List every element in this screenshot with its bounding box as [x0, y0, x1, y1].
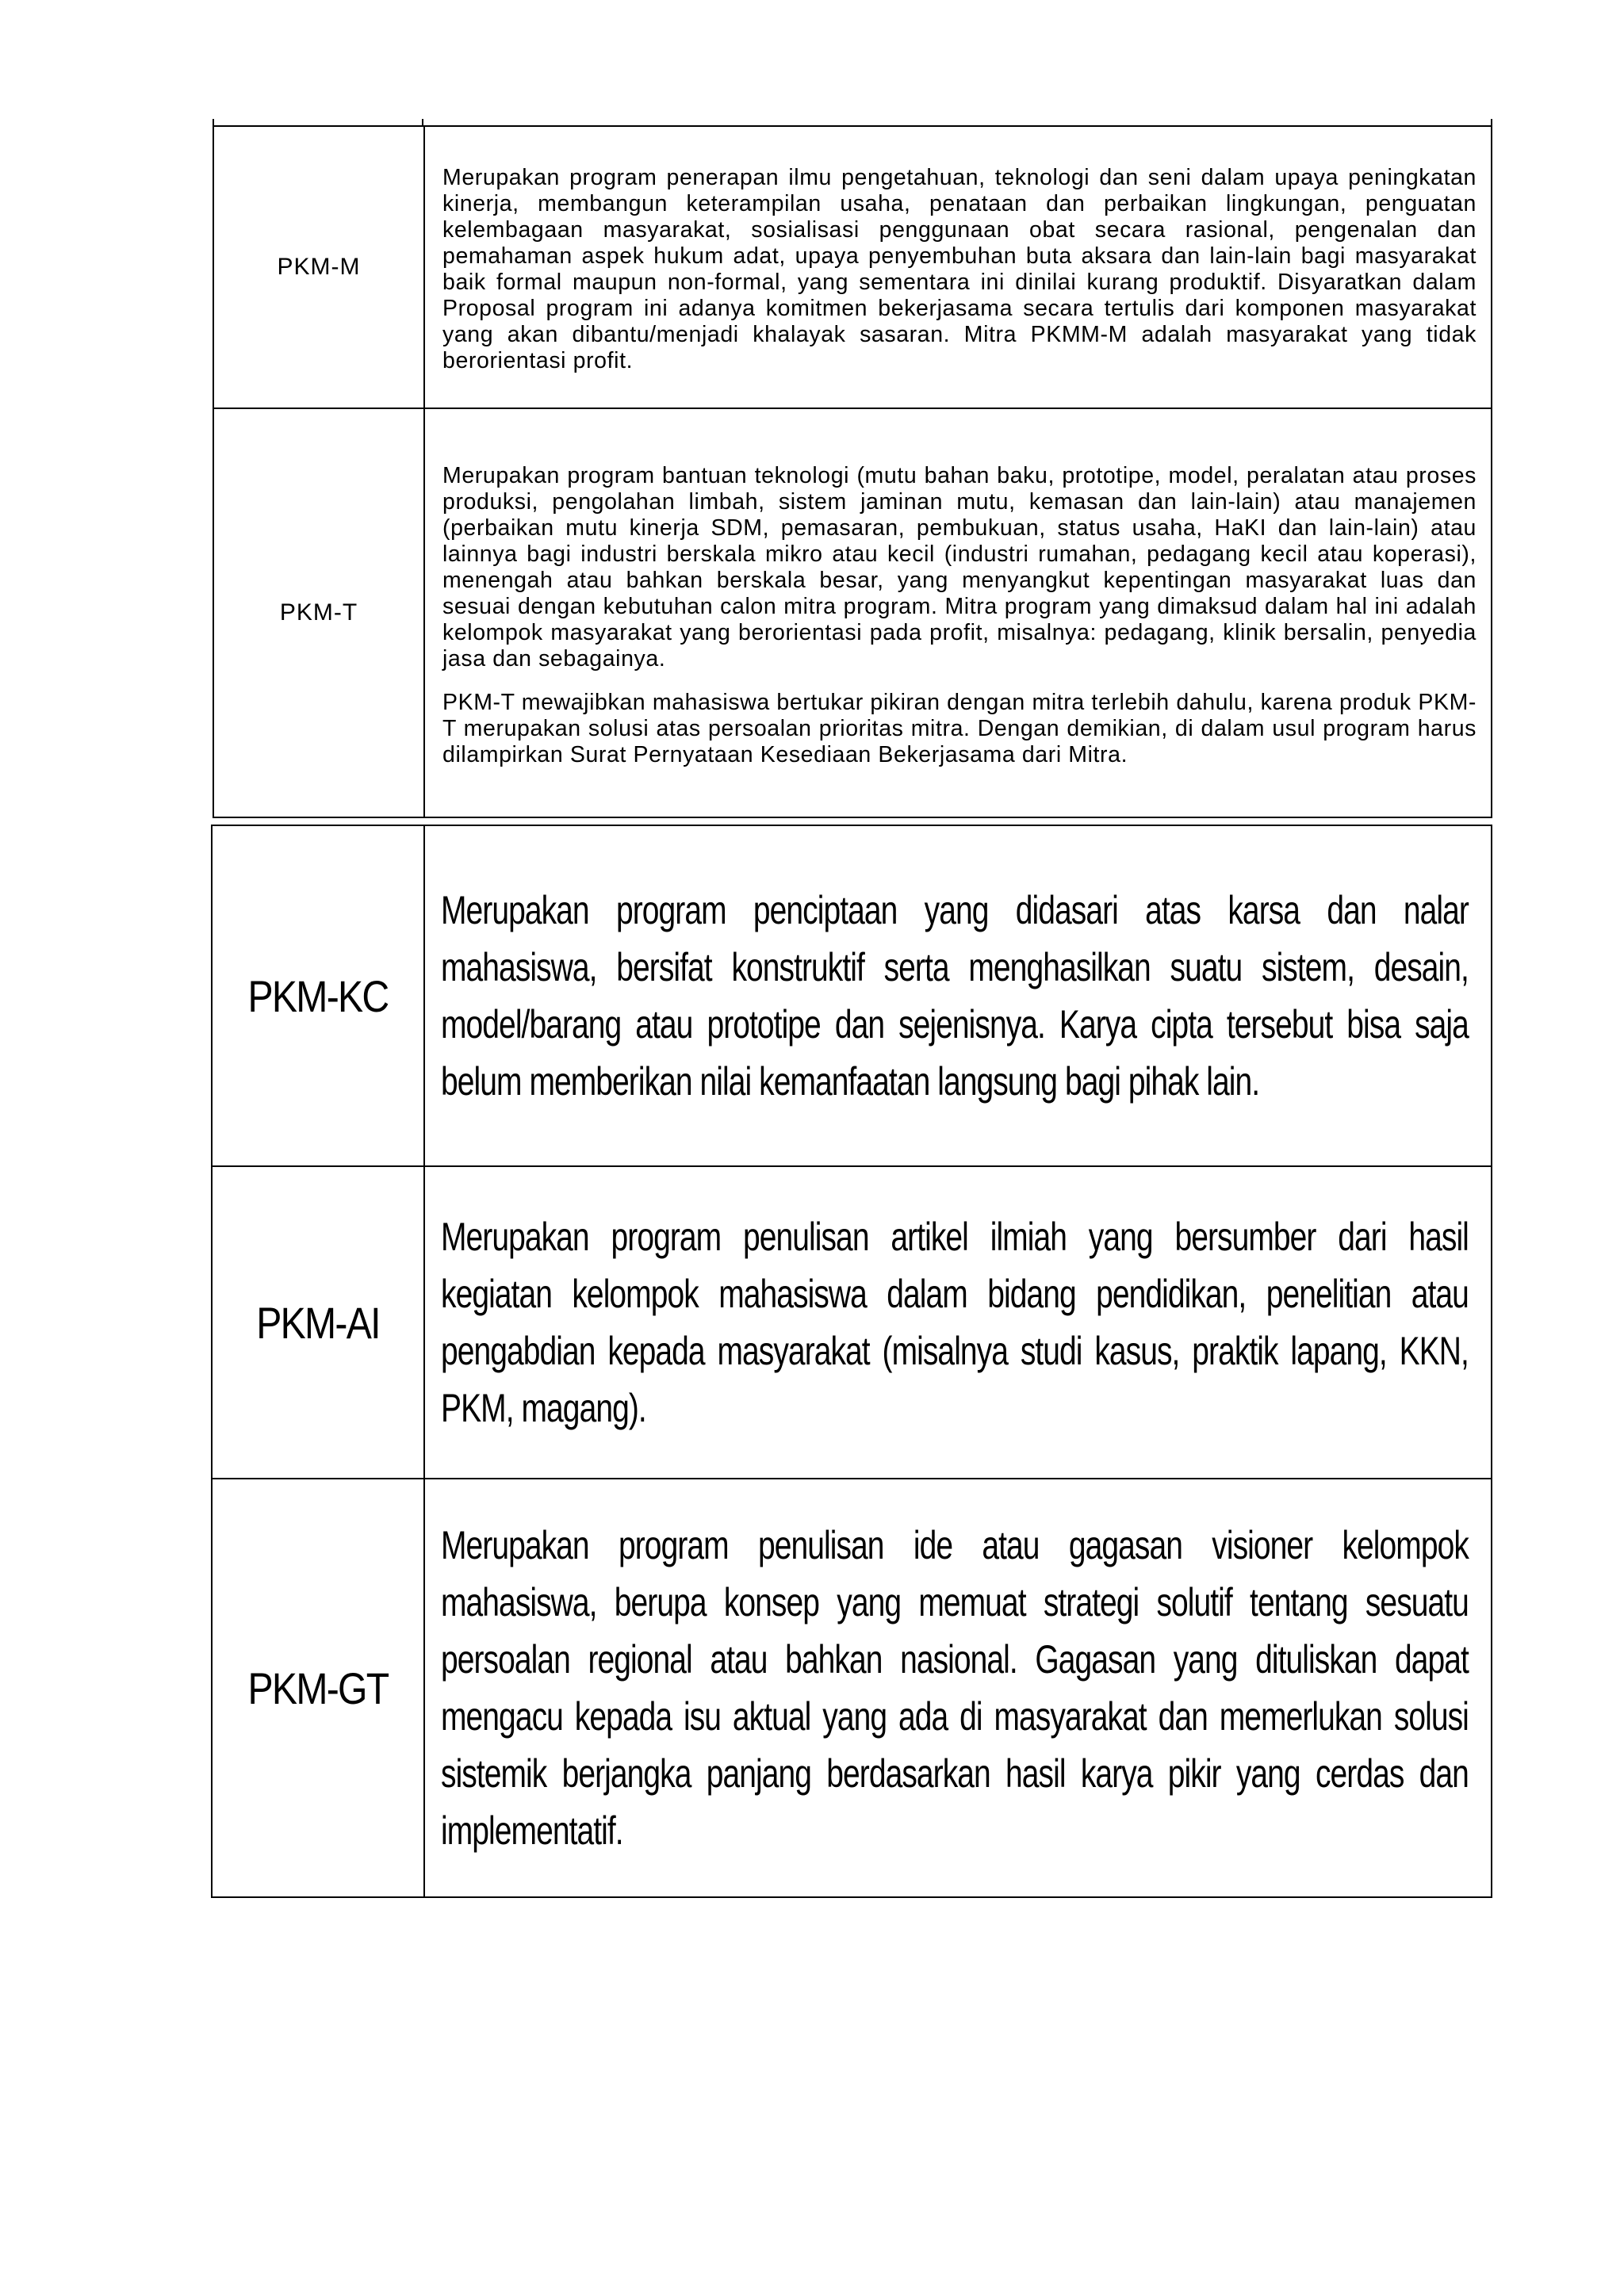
pkm-description-paragraph: Merupakan program penerapan ilmu pengetahuan, teknologi dan seni dalam upaya peningkatan kinerja, membangun keterampilan usaha, penataan dan perbaikan lingkungan, penguatan kelembagaan masyarakat, sosialisasi penggunaan obat secara rasional, pengenalan dan pemahaman aspek hukum adat, upaya penyembuhan buta aksara dan lain-lain bagi masyarakat baik formal maupun non-formal, yang sementara ini dinilai kurang produktif. Disyaratkan dalam Proposal program ini adanya komitmen bekerjasama secara tertulis dari komponen masyarakat yang akan dibantu/menjadi khalayak sasaran. Mitra PKMM-M adalah masyarakat yang tidak berorientasi profit. [442, 165, 1477, 373]
pkm-description-paragraph: PKM-T mewajibkan mahasiswa bertukar pikiran dengan mitra terlebih dahulu, karena produk PKM-T merupakan solusi atas persoalan prioritas mitra. Dengan demikian, di dalam usul program harus dilampirkan Surat Pernyataan Kesediaan Bekerjasama dari Mitra. [442, 689, 1477, 767]
table-row-pkm-t [213, 408, 1492, 817]
table-row-pkm-kc [212, 825, 1492, 1166]
pkm-description-cell [424, 1479, 1492, 1897]
pkm-description-cell [424, 408, 1492, 817]
table-row-pkm-gt [212, 1479, 1492, 1897]
pkm-description-text: Merupakan program penulisan ide atau gagasan visioner kelompok mahasiswa, berupa konsep yang memuat strategi solutif tentang sesuatu persoalan regional atau bahkan nasional. Gagasan yang dituliskan dapat mengacu kepada isu aktual yang ada di masyarakat dan memerlukan solusi sistemik berjangka panjang berdasarkan hasil karya pikir yang cerdas dan implementatif. [441, 1523, 1469, 1853]
pkm-table-top [213, 125, 1492, 818]
pkm-description-cell [424, 825, 1492, 1166]
pkm-code-cell: PKM-M [213, 126, 424, 408]
pkm-description-text: Merupakan program penulisan artikel ilmiah yang bersumber dari hasil kegiatan kelompok mahasiswa dalam bidang pendidikan, penelitian atau pengabdian kepada masyarakat (misalnya studi kasus, praktik lapang, KKN, PKM, magang). [441, 1215, 1469, 1430]
table-row-pkm-ai [212, 1166, 1492, 1479]
pkm-code-cell: PKM-KC [227, 825, 409, 1166]
table-row-pkm-m [213, 126, 1492, 408]
pkm-description-cell [424, 126, 1492, 408]
pkm-table-bottom [211, 825, 1492, 1898]
pkm-code-cell: PKM-AI [227, 1166, 409, 1479]
pkm-description-text: Merupakan program penciptaan yang didasari atas karsa dan nalar mahasiswa, bersifat konstruktif serta menghasilkan suatu sistem, desain, model/barang atau prototipe dan sejenisnya. Karya cipta tersebut bisa saja belum memberikan nilai kemanfaatan langsung bagi pihak lain. [441, 888, 1469, 1104]
pkm-description-paragraph: Merupakan program bantuan teknologi (mutu bahan baku, prototipe, model, peralatan atau proses produksi, pengolahan limbah, sistem jaminan mutu, kemasan dan lain-lain) atau manajemen (perbaikan mutu kinerja SDM, pemasaran, pembukuan, status usaha, HaKI dan lain-lain) atau lainnya bagi industri berskala mikro atau kecil (industri rumahan, pedagang kecil atau koperasi), menengah atau bahkan berskala besar, yang menyangkut kepentingan masyarakat luas dan sesuai dengan kebutuhan calon mitra program. Mitra program yang dimaksud dalam hal ini adalah kelompok masyarakat yang berorientasi pada profit, misalnya: pedagang, klinik bersalin, penyedia jasa dan sebagainya. [442, 462, 1477, 672]
pkm-description-cell [424, 1166, 1492, 1479]
pkm-code-cell: PKM-GT [227, 1479, 409, 1897]
pkm-code-cell: PKM-T [213, 408, 424, 817]
